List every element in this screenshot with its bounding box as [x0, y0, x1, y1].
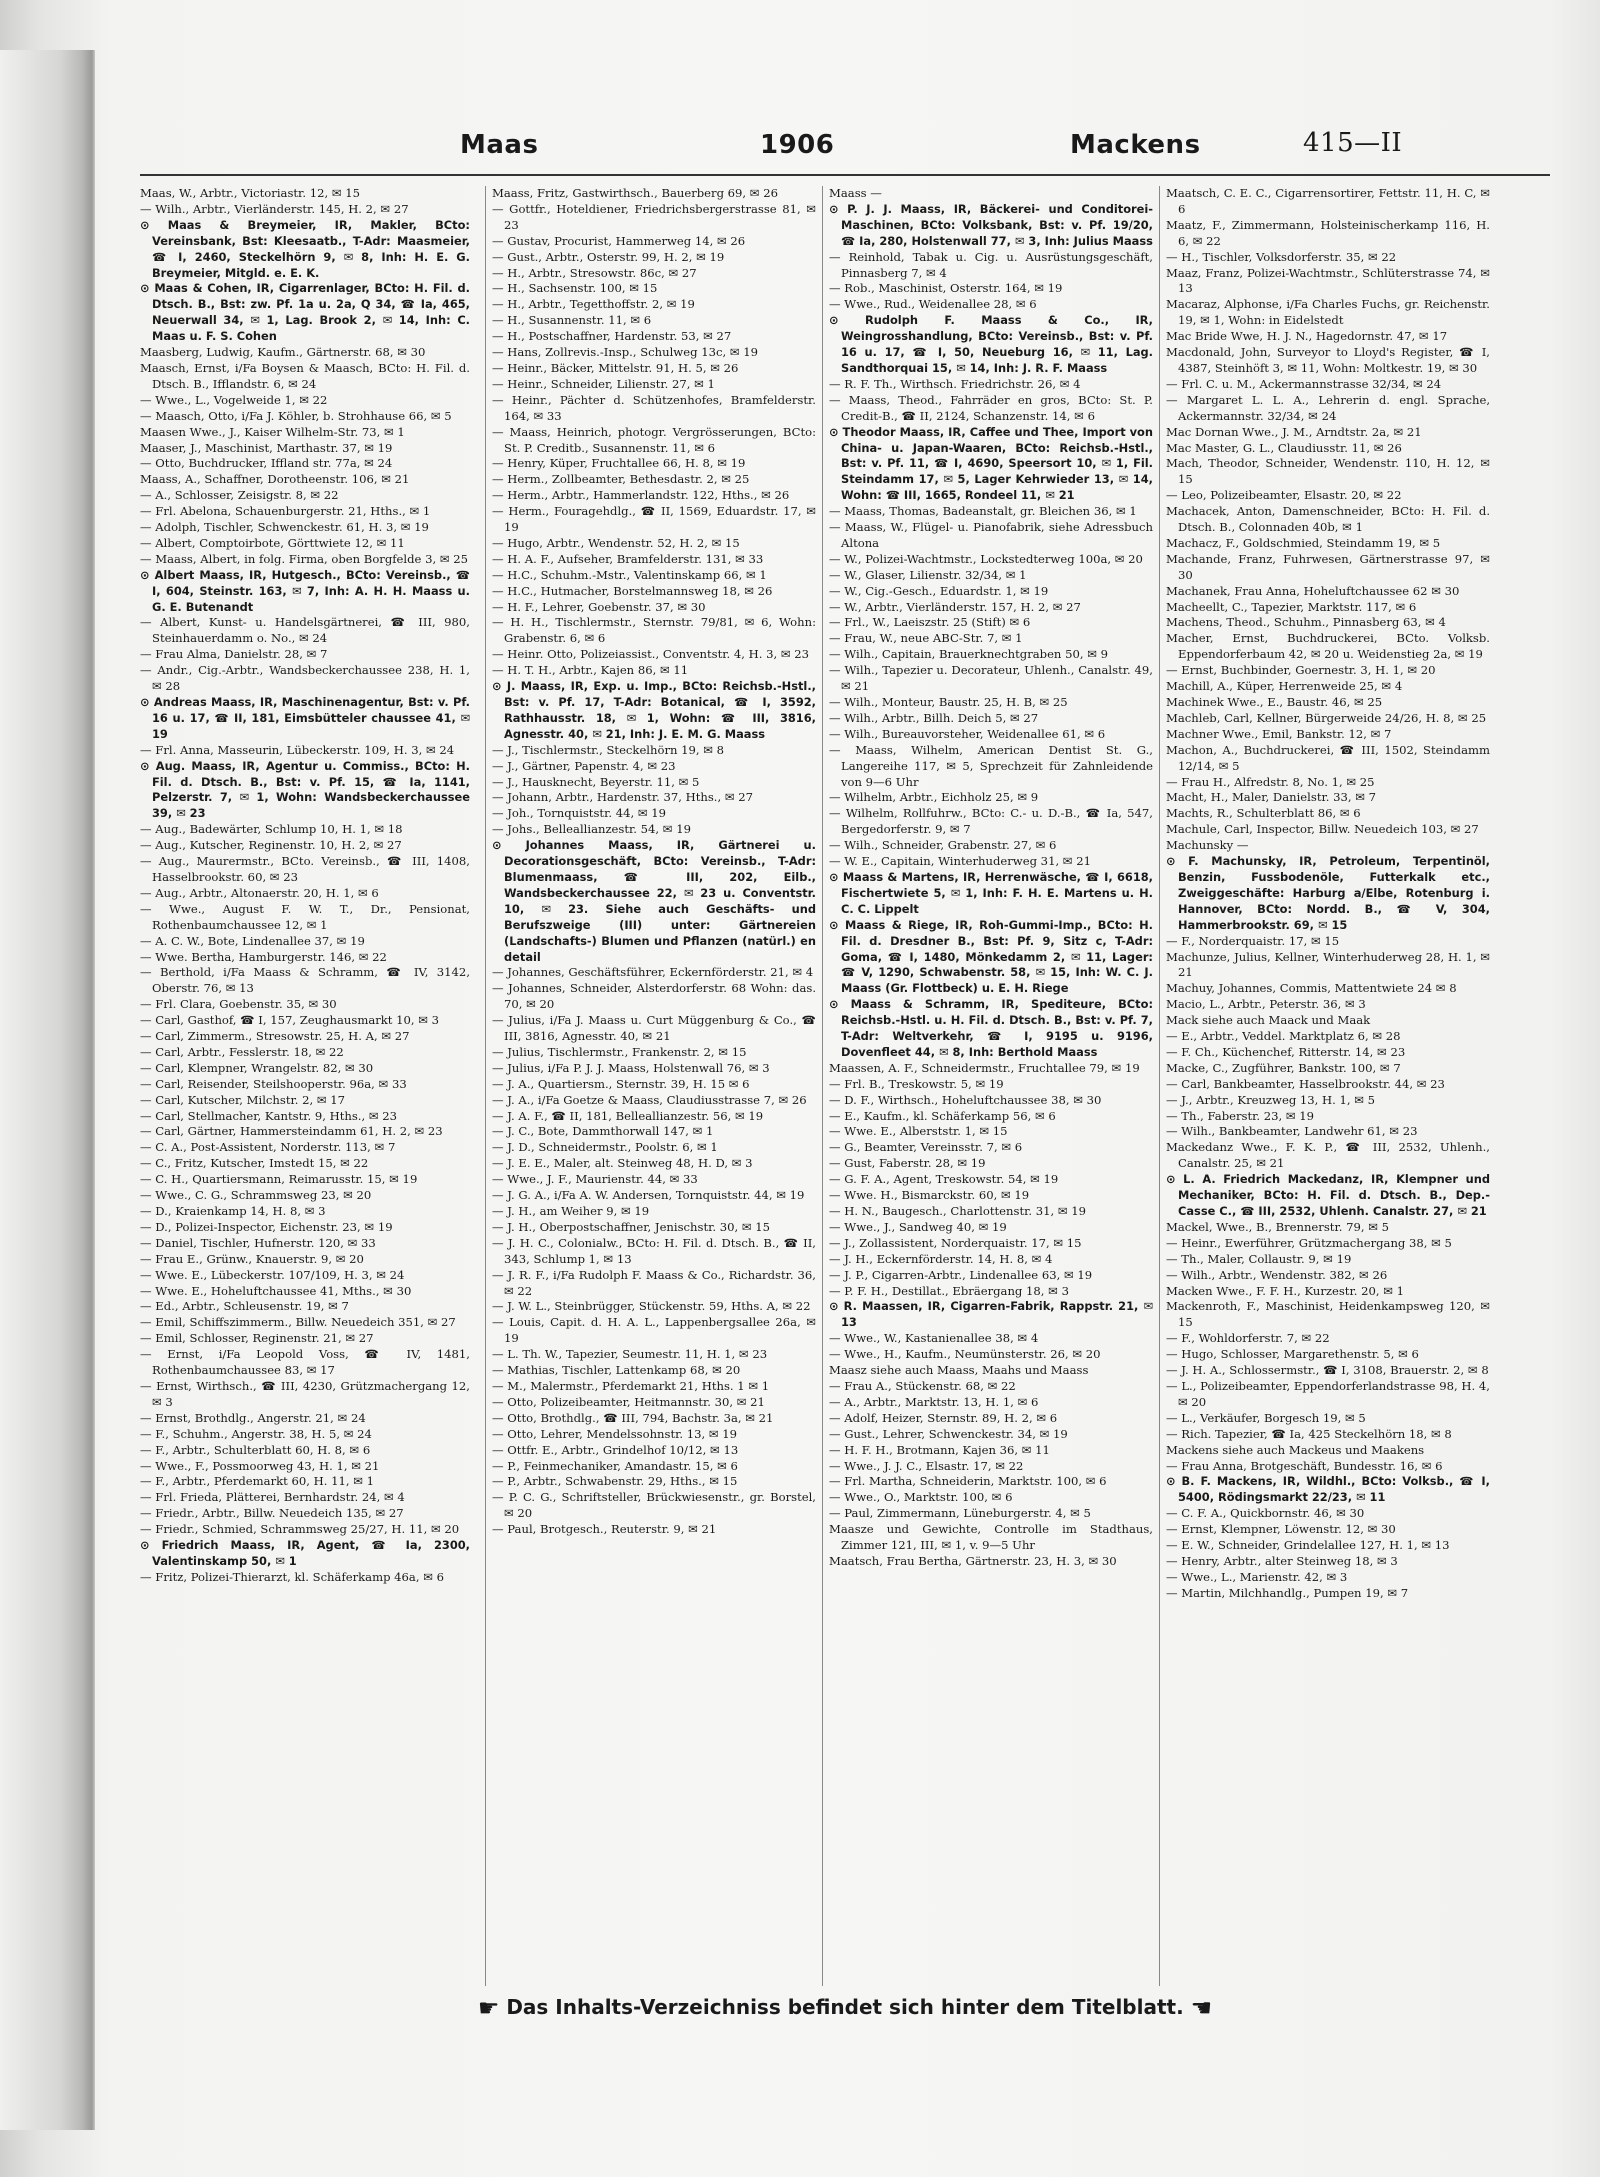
directory-entry: — J. A., Quartiersm., Sternstr. 39, H. 15 ✉ 6 — [492, 1076, 750, 1091]
directory-entry: — Ernst, Wirthsch., ☎ III, 4230, Grützmachergang 12, ✉ 3 — [140, 1378, 470, 1409]
directory-entry: — Gustav, Procurist, Hammerweg 14, ✉ 26 — [492, 233, 746, 248]
directory-entry: — P., Arbtr., Schwabenstr. 29, Hths., ✉ 15 — [492, 1474, 738, 1489]
directory-entry: — J. G. A., i/Fa A. W. Andersen, Tornquiststr. 44, ✉ 19 — [492, 1188, 805, 1203]
directory-entry: Mac Bride Wwe, H. J. N., Hagedornstr. 47, ✉ 17 — [1166, 329, 1448, 344]
directory-entry: — F., Wohldorferstr. 7, ✉ 22 — [1166, 1331, 1330, 1346]
directory-entry: — Wilh., Schneider, Grabenstr. 27, ✉ 6 — [829, 838, 1057, 853]
directory-entry: — Frl. Abelona, Schauenburgerstr. 21, Hths., ✉ 1 — [140, 504, 431, 519]
directory-entry: — Frau Alma, Danielstr. 28, ✉ 7 — [140, 647, 328, 662]
directory-entry: — P., Feinmechaniker, Amandastr. 15, ✉ 6 — [492, 1458, 738, 1473]
directory-entry: Maatz, F., Zimmermann, Holsteinischerkamp 116, H. 6, ✉ 22 — [1166, 217, 1490, 248]
directory-entry: — Wwe., C. G., Schrammsweg 23, ✉ 20 — [140, 1188, 372, 1203]
directory-entry: — Frl. Martha, Schneiderin, Marktstr. 100, ✉ 6 — [829, 1474, 1107, 1489]
directory-entry: Maasz siehe auch Maass, Maahs und Maass — [829, 1363, 1089, 1378]
directory-entry: Macdonald, John, Surveyor to Lloyd's Register, ☎ I, 4387, Steinhöft 3, ✉ 11, Wohn: Moltkestr. 19, ✉ 30 — [1166, 345, 1490, 375]
directory-entry: — Wwe., H., Kaufm., Neumünsterstr. 26, ✉ 20 — [829, 1347, 1101, 1362]
directory-entry: — J., Gärtner, Papenstr. 4, ✉ 23 — [492, 758, 676, 773]
directory-entry: — Maass, Wilhelm, American Dentist St. G., Langereihe 117, ✉ 5, Sprechzeit für Zahnleidende von 9—6 Uhr — [829, 742, 1153, 789]
directory-entry: — Wilh., Tapezier u. Decorateur, Uhlenh., Canalstr. 49, ✉ 21 — [829, 663, 1153, 694]
directory-entry: — Wilh., Capitain, Brauerknechtgraben 50, ✉ 9 — [829, 647, 1108, 662]
directory-entry: — F. Ch., Küchenchef, Ritterstr. 14, ✉ 23 — [1166, 1044, 1406, 1059]
directory-entry: — E., Arbtr., Veddel. Marktplatz 6, ✉ 28 — [1166, 1029, 1401, 1044]
directory-entry: Machens, Theod., Schuhm., Pinnasberg 63, ✉ 4 — [1166, 615, 1446, 630]
directory-entry: — Mathias, Tischler, Lattenkamp 68, ✉ 20 — [492, 1363, 741, 1378]
directory-entry: — Frau H., Alfredstr. 8, No. 1, ✉ 25 — [1166, 774, 1375, 789]
directory-entry: — Wwe., L., Vogelweide 1, ✉ 22 — [140, 392, 328, 407]
directory-entry: — Ernst, Klempner, Löwenstr. 12, ✉ 30 — [1166, 1522, 1396, 1537]
directory-entry: — Carl, Kutscher, Milchstr. 2, ✉ 17 — [140, 1092, 346, 1107]
directory-entry: — Wilh., Arbtr., Wendenstr. 382, ✉ 26 — [1166, 1267, 1388, 1282]
header-right-word: Mackens — [1070, 130, 1201, 160]
directory-entry: ⊙ F. Machunsky, IR, Petroleum, Terpentinöl, Benzin, Fussbodenöle, Futterkalk etc., Zweiggeschäfte: Harburg a/Elbe, Rotenburg i. Hannover, BCto: Nordd. B., ☎ V, 304, Hammerbrookstr. 69, ✉ 15 — [1166, 854, 1490, 932]
directory-entry: ⊙ Maass & Schramm, IR, Spediteure, BCto: Reichsb.-Hstl. u. H. Fil. d. Dtsch. B., Bst: v. Pf. 7, T-Adr: Weltverkehr, ☎ I, 9195 u. 9196, Dovenfleet 44, ✉ 8, Inh: Berthold Maass — [829, 997, 1153, 1059]
directory-entry: — Julius, i/Fa J. Maass u. Curt Müggenburg & Co., ☎ III, 3816, Agnesstr. 40, ✉ 21 — [492, 1013, 816, 1044]
directory-entry: — Margaret L. L. A., Lehrerin d. engl. Sprache, Ackermannstr. 32/34, ✉ 24 — [1166, 392, 1490, 423]
directory-entry: ⊙ Albert Maass, IR, Hutgesch., BCto: Vereinsb., ☎ I, 604, Steinstr. 163, ✉ 7, Inh: A. H. H. Maass u. G. E. Butenandt — [140, 567, 470, 614]
directory-entry: Maaser, J., Maschinist, Marthastr. 37, ✉ 19 — [140, 440, 393, 455]
directory-entry: — Maass, W., Flügel- u. Pianofabrik, siehe Adressbuch Altona — [829, 520, 1153, 550]
directory-entry: — Frau Anna, Brotgeschäft, Bundesstr. 16, ✉ 6 — [1166, 1458, 1443, 1473]
directory-entry: — Paul, Brotgesch., Reuterstr. 9, ✉ 21 — [492, 1522, 717, 1537]
directory-entry: — Frl. Frieda, Plätterei, Bernhardstr. 24, ✉ 4 — [140, 1490, 405, 1505]
directory-entry: Macht, H., Maler, Danielstr. 33, ✉ 7 — [1166, 790, 1377, 805]
directory-entry: — G. F. A., Agent, Treskowstr. 54, ✉ 19 — [829, 1172, 1059, 1187]
directory-entry: — C. A., Post-Assistent, Norderstr. 113, ✉ 7 — [140, 1140, 396, 1155]
directory-entry: — F., Arbtr., Schulterblatt 60, H. 8, ✉ 6 — [140, 1442, 371, 1457]
directory-entry: — Johann, Arbtr., Hardenstr. 37, Hths., ✉ 27 — [492, 790, 753, 805]
directory-entry: — Friedr., Arbtr., Billw. Neuedeich 135, ✉ 27 — [140, 1506, 404, 1521]
directory-entry: — Julius, Tischlermstr., Frankenstr. 2, ✉ 15 — [492, 1044, 747, 1059]
directory-entry: — M., Malermstr., Pferdemarkt 21, Hths. 1 ✉ 1 — [492, 1378, 770, 1393]
directory-entry: — D., Polizei-Inspector, Eichenstr. 23, ✉ 19 — [140, 1219, 393, 1234]
directory-entry: Mack siehe auch Maack und Maak — [1166, 1013, 1371, 1028]
directory-entry: — H., Sachsenstr. 100, ✉ 15 — [492, 281, 658, 296]
directory-entry: — Heinr. Otto, Polizeiassist., Conventstr. 4, H. 3, ✉ 23 — [492, 647, 810, 662]
directory-entry: — W., Cig.-Gesch., Eduardstr. 1, ✉ 19 — [829, 583, 1049, 598]
directory-entry: — L., Verkäufer, Borgesch 19, ✉ 5 — [1166, 1410, 1366, 1425]
directory-entry: ⊙ Rudolph F. Maass & Co., IR, Weingrosshandlung, BCto: Vereinsb., Bst: v. Pf. 16 u. 17, ☎ I, 50, Neueburg 16, ✉ 11, Lag. Sandthorquai 15, ✉ 14, Inh: J. R. F. Maass — [829, 313, 1153, 375]
directory-entry: Machts, R., Schulterblatt 86, ✉ 6 — [1166, 806, 1361, 821]
directory-entry: — Wwe., W., Kastanienallee 38, ✉ 4 — [829, 1331, 1039, 1346]
footer-notice: Das Inhalts-Verzeichniss befindet sich hinter dem Titelblatt. — [506, 1995, 1184, 2019]
directory-entry: — F., Schuhm., Angerstr. 38, H. 5, ✉ 24 — [140, 1426, 372, 1441]
directory-entry: ⊙ Theodor Maass, IR, Caffee und Thee, Import von China- u. Japan-Waaren, BCto: Reichsb.-Hstl., Bst: v. Pf. 11, ☎ I, 4690, Speersort 10, ✉ 1, Fil. Steindamm 17, ✉ 5, Lager Kehrwieder 13, ✉ 14, Wohn: ☎ III, 1665, Rondeel 11, ✉ 21 — [829, 424, 1153, 503]
directory-entry: Machanek, Frau Anna, Hoheluftchaussee 62 ✉ 30 — [1166, 583, 1460, 598]
directory-entry: Macke, C., Zugführer, Bankstr. 100, ✉ 7 — [1166, 1060, 1401, 1075]
directory-entry: — Adolph, Tischler, Schwenckestr. 61, H. 3, ✉ 19 — [140, 520, 429, 535]
directory-entry: Machacz, F., Goldschmied, Steindamm 19, ✉ 5 — [1166, 535, 1441, 550]
directory-entry: — Ed., Arbtr., Schleusenstr. 19, ✉ 7 — [140, 1299, 349, 1314]
directory-entry: — Julius, i/Fa P. J. J. Maass, Holstenwall 76, ✉ 3 — [492, 1060, 770, 1075]
directory-entry: — Henry, Küper, Fruchtallee 66, H. 8, ✉ 19 — [492, 456, 746, 471]
directory-entry: — W., Arbtr., Vierländerstr. 157, H. 2, ✉ 27 — [829, 599, 1081, 614]
directory-entry: — H. H., Tischlermstr., Sternstr. 79/81, ✉ 6, Wohn: Grabenstr. 6, ✉ 6 — [492, 615, 816, 646]
directory-entry: — Hans, Zollrevis.-Insp., Schulweg 13c, ✉ 19 — [492, 345, 758, 360]
directory-entry: — Wwe., F., Possmoorweg 43, H. 1, ✉ 21 — [140, 1458, 380, 1473]
directory-entry: — Leo, Polizeibeamter, Elsastr. 20, ✉ 22 — [1166, 488, 1402, 503]
directory-entry: — H. F. H., Brotmann, Kajen 36, ✉ 11 — [829, 1442, 1050, 1457]
directory-entry: ⊙ R. Maassen, IR, Cigarren-Fabrik, Rappstr. 21, ✉ 13 — [829, 1299, 1153, 1330]
directory-entry: — Wilh., Arbtr., Billh. Deich 5, ✉ 27 — [829, 710, 1039, 725]
directory-entry: Machande, Franz, Fuhrwesen, Gärtnerstrasse 97, ✉ 30 — [1166, 551, 1490, 582]
directory-entry: — Henry, Arbtr., alter Steinweg 18, ✉ 3 — [1166, 1553, 1398, 1568]
directory-entry: — Daniel, Tischler, Hufnerstr. 120, ✉ 33 — [140, 1235, 376, 1250]
directory-entry: — Carl, Gärtner, Hammersteindamm 61, H. 2, ✉ 23 — [140, 1124, 443, 1139]
directory-entry: Machner Wwe., Emil, Bankstr. 12, ✉ 7 — [1166, 726, 1392, 741]
directory-entry: — A., Arbtr., Marktstr. 13, H. 1, ✉ 6 — [829, 1394, 1039, 1409]
directory-entry: — Wwe. Bertha, Hamburgerstr. 146, ✉ 22 — [140, 949, 387, 964]
directory-entry: — Johs., Belleallianzestr. 54, ✉ 19 — [492, 822, 691, 837]
directory-entry: — Heinr., Ewerführer, Grützmachergang 38, ✉ 5 — [1166, 1235, 1452, 1250]
directory-entry: — J., Zollassistent, Norderquaistr. 17, ✉ 15 — [829, 1235, 1082, 1250]
directory-entry: Machunze, Julius, Kellner, Winterhuderweg 28, H. 1, ✉ 21 — [1166, 949, 1490, 980]
directory-entry: — Herm., Arbtr., Hammerlandstr. 122, Hths., ✉ 26 — [492, 488, 790, 503]
directory-entry: — Louis, Capit. d. H. A. L., Lappenbergsallee 26a, ✉ 19 — [492, 1315, 816, 1346]
directory-entry: — A. C. W., Bote, Lindenallee 37, ✉ 19 — [140, 933, 365, 948]
directory-entry: ⊙ L. A. Friedrich Mackedanz, IR, Klempner und Mechaniker, BCto: H. Fil. d. Dtsch. B., Dep.-Casse C., ☎ III, 2532, Uhlenh. Canalstr. 27, ✉ 21 — [1166, 1172, 1490, 1218]
directory-entry: Machill, A., Küper, Herrenweide 25, ✉ 4 — [1166, 679, 1403, 694]
directory-entry: Machunsky — — [1166, 838, 1249, 853]
directory-entry: — D., Kraienkamp 14, H. 8, ✉ 3 — [140, 1204, 326, 1218]
directory-entry: Machacek, Anton, Damenschneider, BCto: H. Fil. d. Dtsch. B., Colonnaden 40b, ✉ 1 — [1166, 504, 1490, 535]
directory-entry: — Th., Faberstr. 23, ✉ 19 — [1166, 1108, 1315, 1123]
directory-entry: — Maass, Albert, in folg. Firma, oben Borgfelde 3, ✉ 25 — [140, 551, 468, 566]
directory-entry: — Paul, Zimmermann, Lüneburgerstr. 4, ✉ 5 — [829, 1506, 1091, 1521]
directory-entry: Maas, W., Arbtr., Victoriastr. 12, ✉ 15 — [140, 186, 360, 200]
directory-entry: — Wilh., Bureauvorsteher, Weidenallee 61, ✉ 6 — [829, 726, 1106, 741]
directory-entry: — H. T. H., Arbtr., Kajen 86, ✉ 11 — [492, 663, 689, 678]
directory-entry: — Wwe. E., Hoheluftchaussee 41, Mths., ✉ 30 — [140, 1283, 412, 1298]
directory-entry: — Martin, Milchhandlg., Pumpen 19, ✉ 7 — [1166, 1585, 1409, 1600]
directory-entry: — Frau E., Grünw., Knauerstr. 9, ✉ 20 — [140, 1251, 364, 1266]
directory-entry: — P. F. H., Destillat., Ebräergang 18, ✉ 3 — [829, 1283, 1069, 1298]
directory-entry: — Gust., Arbtr., Osterstr. 99, H. 2, ✉ 19 — [492, 249, 725, 264]
directory-entry: — Heinr., Schneider, Lilienstr. 27, ✉ 1 — [492, 376, 715, 391]
directory-entry: — H. F., Lehrer, Goebenstr. 37, ✉ 30 — [492, 599, 706, 614]
directory-entry: — J. H., am Weiher 9, ✉ 19 — [492, 1204, 650, 1218]
directory-entry: — Rich. Tapezier, ☎ Ia, 425 Steckelhörn 18, ✉ 8 — [1166, 1426, 1452, 1441]
directory-entry: Machleb, Carl, Kellner, Bürgerweide 24/26, H. 8, ✉ 25 — [1166, 710, 1487, 725]
directory-entry: — Aug., Badewärter, Schlump 10, H. 1, ✉ 18 — [140, 822, 403, 837]
directory-entry: — C. H., Quartiersmann, Reimarusstr. 15, ✉ 19 — [140, 1172, 418, 1187]
directory-entry: — Albert, Kunst- u. Handelsgärtnerei, ☎ III, 980, Steinhauerdamm o. No., ✉ 24 — [140, 615, 470, 646]
directory-entry: — Frl. C. u. M., Ackermannstrasse 32/34, ✉ 24 — [1166, 376, 1442, 391]
directory-entry: — Aug., Kutscher, Reginenstr. 10, H. 2, ✉ 27 — [140, 838, 402, 853]
directory-entry: — Wwe., O., Marktstr. 100, ✉ 6 — [829, 1490, 1013, 1505]
book-binding-edge — [0, 50, 95, 2130]
directory-entry: — Fritz, Polizei-Thierarzt, kl. Schäferkamp 46a, ✉ 6 — [140, 1569, 444, 1584]
directory-entry: — J., Arbtr., Kreuzweg 13, H. 1, ✉ 5 — [1166, 1092, 1376, 1107]
directory-entry: ⊙ Friedrich Maass, IR, Agent, ☎ Ia, 2300, Valentinskamp 50, ✉ 1 — [140, 1538, 470, 1568]
directory-entry: — J. H. A., Schlossermstr., ☎ I, 3108, Brauerstr. 2, ✉ 8 — [1166, 1363, 1489, 1378]
directory-entry: ⊙ P. J. J. Maass, IR, Bäckerei- und Conditorei-Maschinen, BCto: Volksbank, Bst: v. Pf. 19/20, ☎ Ia, 280, Holstenwall 77, ✉ 3, Inh: Julius Maass — [829, 201, 1153, 248]
directory-entry: ⊙ B. F. Mackens, IR, Wildhl., BCto: Volksb., ☎ I, 5400, Rödingsmarkt 22/23, ✉ 11 — [1166, 1474, 1490, 1505]
directory-entry: — Aug., Maurermstr., BCto. Vereinsb., ☎ III, 1408, Hasselbrookstr. 60, ✉ 23 — [140, 854, 470, 884]
directory-entry: — R. F. Th., Wirthsch. Friedrichstr. 26, ✉ 4 — [829, 376, 1081, 391]
directory-entry: — Andr., Cig.-Arbtr., Wandsbeckerchaussee 238, H. 1, ✉ 28 — [140, 663, 470, 694]
directory-entry: — Wwe. E., Alberststr. 1, ✉ 15 — [829, 1124, 1008, 1139]
directory-entry: — E., Kaufm., kl. Schäferkamp 56, ✉ 6 — [829, 1108, 1056, 1123]
column-2 — [485, 186, 816, 1986]
directory-entry: Macaraz, Alphonse, i/Fa Charles Fuchs, gr. Reichenstr. 19, ✉ 1, Wohn: in Eidelstedt — [1166, 297, 1490, 328]
directory-entry: — Adolf, Heizer, Sternstr. 89, H. 2, ✉ 6 — [829, 1410, 1058, 1425]
directory-entry: Macio, L., Arbtr., Peterstr. 36, ✉ 3 — [1166, 997, 1366, 1012]
directory-entry: — Wilh., Arbtr., Vierländerstr. 145, H. 2, ✉ 27 — [140, 201, 409, 216]
directory-entry: — W., Polizei-Wachtmstr., Lockstedterweg 100a, ✉ 20 — [829, 551, 1143, 566]
directory-entry: ⊙ Maass & Riege, IR, Roh-Gummi-Imp., BCto: H. Fil. d. Dresdner B., Bst: Pf. 9, Sitz c, T-Adr: Goma, ☎ I, 1480, Mönkedamm 2, ✉ 11, Lager: ☎ V, 1290, Schwabenstr. 58, ✉ 15, Inh: W. C. J. Maass (Gr. Flottbeck) u. E. H. Riege — [829, 917, 1153, 996]
directory-entry: — Wwe. E., Lübeckerstr. 107/109, H. 3, ✉ 24 — [140, 1267, 405, 1282]
page-footer — [140, 1994, 1550, 2028]
directory-entry: — J., Tischlermstr., Steckelhörn 19, ✉ 8 — [492, 742, 725, 757]
directory-entry: — Wwe., J. F., Maurienstr. 44, ✉ 33 — [492, 1172, 698, 1187]
directory-entry: — Th., Maler, Collaustr. 9, ✉ 19 — [1166, 1251, 1352, 1266]
directory-entry: — H.C., Hutmacher, Borstelmannsweg 18, ✉ 26 — [492, 583, 773, 598]
directory-entry: — H., Tischler, Volksdorferstr. 35, ✉ 22 — [1166, 249, 1397, 264]
column-4 — [1159, 186, 1490, 1986]
directory-entry: — E. W., Schneider, Grindelallee 127, H. 1, ✉ 13 — [1166, 1538, 1450, 1553]
directory-entry: — Wwe., L., Marienstr. 42, ✉ 3 — [1166, 1569, 1348, 1584]
directory-entry: ⊙ Maas & Cohen, IR, Cigarrenlager, BCto: H. Fil. d. Dtsch. B., Bst: zw. Pf. 1a u. 2a, Q 34, ☎ Ia, 465, Neuerwall 34, ✉ 1, Lag. Brook 2, ✉ 14, Inh: C. Maas u. F. S. Cohen — [140, 281, 470, 344]
column-1 — [140, 186, 470, 1986]
pointing-hand-left-icon: ☚ — [1190, 1994, 1213, 2022]
directory-entry: — C. F. A., Quickbornstr. 46, ✉ 30 — [1166, 1506, 1365, 1521]
directory-entry: Maatsch, C. E. C., Cigarrensortirer, Fettstr. 11, H. C, ✉ 6 — [1166, 186, 1490, 216]
directory-entry: — H.C., Schuhm.-Mstr., Valentinskamp 66, ✉ 1 — [492, 567, 767, 582]
directory-entry: — H. N., Baugesch., Charlottenstr. 31, ✉ 19 — [829, 1204, 1087, 1218]
directory-entry: — Frl. Clara, Goebenstr. 35, ✉ 30 — [140, 997, 337, 1012]
directory-entry: — Frau, W., neue ABC-Str. 7, ✉ 1 — [829, 631, 1023, 646]
directory-entry: — J. R. F., i/Fa Rudolph F. Maass & Co., Richardstr. 36, ✉ 22 — [492, 1267, 816, 1298]
directory-entry: — Aug., Arbtr., Altonaerstr. 20, H. 1, ✉ 6 — [140, 885, 379, 900]
directory-entry: Maassen, A. F., Schneidermstr., Fruchtallee 79, ✉ 19 — [829, 1060, 1140, 1075]
directory-entry: Maass, A., Schaffner, Dorotheenstr. 106, ✉ 21 — [140, 472, 410, 487]
directory-entry: ⊙ Maas & Breymeier, IR, Makler, BCto: Vereinsbank, Bst: Kleesaatb., T-Adr: Maasmeier, ☎ I, 2460, Steckelhörn 9, ✉ 8, Inh: H. E. G. Breymeier, Mitgld. e. E. K. — [140, 217, 470, 280]
directory-entry: — Carl, Zimmerm., Stresowstr. 25, H. A, ✉ 27 — [140, 1029, 410, 1044]
directory-entry: — J., Hausknecht, Beyerstr. 11, ✉ 5 — [492, 774, 700, 789]
directory-entry: — Rob., Maschinist, Osterstr. 164, ✉ 19 — [829, 281, 1063, 296]
directory-entry: — Ottfr. E., Arbtr., Grindelhof 10/12, ✉ 13 — [492, 1442, 739, 1457]
directory-entry: — Heinr., Bäcker, Mittelstr. 91, H. 5, ✉ 26 — [492, 360, 739, 375]
directory-entry: — Wwe., J., Sandweg 40, ✉ 19 — [829, 1219, 1007, 1234]
directory-entry: — J. C., Bote, Dammthorwall 147, ✉ 1 — [492, 1124, 714, 1139]
directory-entry: — L., Polizeibeamter, Eppendorferlandstrasse 98, H. 4, ✉ 20 — [1166, 1378, 1490, 1409]
directory-entry: — Johannes, Schneider, Alsterdorferstr. 68 Wohn: das. 70, ✉ 20 — [492, 981, 816, 1012]
directory-entry: Mackenroth, F., Maschinist, Heidenkampsweg 120, ✉ 15 — [1166, 1299, 1490, 1330]
directory-entry: — D. F., Wirthsch., Hoheluftchaussee 38, ✉ 30 — [829, 1092, 1102, 1107]
directory-entry: Machinek Wwe., E., Baustr. 46, ✉ 25 — [1166, 695, 1383, 709]
header-year: 1906 — [760, 130, 835, 160]
directory-entry: — Albert, Comptoirbote, Görttwiete 12, ✉ 11 — [140, 535, 405, 550]
directory-entry: — Carl, Reisender, Steilshooperstr. 96a, ✉ 33 — [140, 1076, 407, 1091]
page-number: 415—II — [1303, 128, 1403, 158]
directory-entry: Macheellt, C., Tapezier, Marktstr. 117, ✉ 6 — [1166, 599, 1417, 614]
directory-entry: ⊙ J. Maass, IR, Exp. u. Imp., BCto: Reichsb.-Hstl., Bst: v. Pf. 17, T-Adr: Botanical, ☎ I, 3592, Rathhausstr. 18, ✉ 1, Wohn: ☎ III, 3816, Agnesstr. 40, ✉ 21, Inh: J. E. M. G. Maass — [492, 679, 816, 741]
directory-entry: — Carl, Arbtr., Fesslerstr. 18, ✉ 22 — [140, 1044, 344, 1059]
directory-entry: — Gust, Faberstr. 28, ✉ 19 — [829, 1156, 986, 1171]
directory-entry: Maasberg, Ludwig, Kaufm., Gärtnerstr. 68, ✉ 30 — [140, 345, 426, 360]
directory-entry: — H., Arbtr., Stresowstr. 86c, ✉ 27 — [492, 265, 697, 280]
directory-entry: — Frl. B., Treskowstr. 5, ✉ 19 — [829, 1076, 1004, 1091]
directory-entry: — Reinhold, Tabak u. Cig. u. Ausrüstungsgeschäft, Pinnasberg 7, ✉ 4 — [829, 249, 1153, 280]
directory-entry: Macken Wwe., F. F. H., Kurzestr. 20, ✉ 1 — [1166, 1283, 1404, 1298]
directory-entry: Machon, A., Buchdruckerei, ☎ III, 1502, Steindamm 12/14, ✉ 5 — [1166, 742, 1490, 773]
directory-page — [140, 128, 1550, 2078]
directory-entry: — Wwe., J. J. C., Elsastr. 17, ✉ 22 — [829, 1458, 1024, 1473]
directory-entry: — Wilhelm, Arbtr., Eichholz 25, ✉ 9 — [829, 790, 1039, 805]
header-left-word: Maas — [460, 130, 539, 160]
directory-entry: — Wilh., Monteur, Baustr. 25, H. B, ✉ 25 — [829, 695, 1068, 709]
directory-entry: — Hugo, Schlosser, Margarethenstr. 5, ✉ 6 — [1166, 1347, 1419, 1362]
directory-entry: Macher, Ernst, Buchdruckerei, BCto. Volksb. Eppendorferbaum 42, ✉ 20 u. Weidenstieg 2a, ✉ 19 — [1166, 631, 1490, 662]
directory-entry: — W., Glaser, Lilienstr. 32/34, ✉ 1 — [829, 567, 1027, 582]
directory-entry: — Ernst, Buchbinder, Goernestr. 3, H. 1, ✉ 20 — [1166, 663, 1436, 678]
directory-entry: Maass, Fritz, Gastwirthsch., Bauerberg 69, ✉ 26 — [492, 186, 778, 200]
directory-entry: — Frl. Anna, Masseurin, Lübeckerstr. 109, H. 3, ✉ 24 — [140, 742, 455, 757]
directory-entry: — Frl., W., Laeiszstr. 25 (Stift) ✉ 6 — [829, 615, 1031, 630]
directory-entry: — Gottfr., Hoteldiener, Friedrichsbergerstrasse 81, ✉ 23 — [492, 201, 816, 232]
entry-columns — [140, 186, 1550, 1986]
directory-entry: — Herm., Fouragehdlg., ☎ II, 1569, Eduardstr. 17, ✉ 19 — [492, 504, 816, 535]
directory-entry: Mac Dornan Wwe., J. M., Arndtstr. 2a, ✉ 21 — [1166, 424, 1422, 439]
directory-entry: Maass — — [829, 186, 882, 200]
directory-entry: — J. H. C., Colonialw., BCto: H. Fil. d. Dtsch. B., ☎ II, 343, Schlump 1, ✉ 13 — [492, 1235, 816, 1266]
pointing-hand-right-icon: ☛ — [477, 1994, 500, 2022]
directory-entry: — Otto, Buchdrucker, Iffland str. 77a, ✉ 24 — [140, 456, 393, 471]
directory-entry: Machule, Carl, Inspector, Billw. Neuedeich 103, ✉ 27 — [1166, 822, 1479, 837]
directory-entry: — Maass, Heinrich, photogr. Vergrösserungen, BCto: St. P. Creditb., Susannenstr. 11, ✉ 6 — [492, 424, 816, 455]
directory-entry: Maatsch, Frau Bertha, Gärtnerstr. 23, H. 3, ✉ 30 — [829, 1553, 1117, 1568]
directory-entry: — Joh., Tornquiststr. 44, ✉ 19 — [492, 806, 666, 821]
directory-entry: — Friedr., Schmied, Schrammsweg 25/27, H. 11, ✉ 20 — [140, 1522, 460, 1537]
directory-entry: — J. A., i/Fa Goetze & Maass, Claudiusstrasse 7, ✉ 26 — [492, 1092, 807, 1107]
directory-entry: — Wilh., Bankbeamter, Landwehr 61, ✉ 23 — [1166, 1124, 1418, 1139]
directory-entry: — Wwe., August F. W. T., Dr., Pensionat, Rothenbaumchaussee 12, ✉ 1 — [140, 901, 470, 932]
directory-entry: Mackens siehe auch Mackeus und Maakens — [1166, 1442, 1425, 1457]
directory-entry: — Herm., Zollbeamter, Bethesdastr. 2, ✉ 25 — [492, 472, 750, 487]
directory-entry: — Wilhelm, Rollfuhrw., BCto: C.- u. D.-B., ☎ Ia, 547, Bergedorferstr. 9, ✉ 7 — [829, 806, 1153, 837]
page-header — [140, 128, 1550, 176]
directory-entry: — W. E., Capitain, Winterhuderweg 31, ✉ 21 — [829, 854, 1091, 869]
directory-entry: — Wwe., Rud., Weidenallee 28, ✉ 6 — [829, 297, 1037, 312]
directory-entry: — J. H., Eckernförderstr. 14, H. 8, ✉ 4 — [829, 1251, 1053, 1266]
directory-entry: — J. A. F., ☎ II, 181, Belleallianzestr. 56, ✉ 19 — [492, 1108, 764, 1123]
directory-entry: — Carl, Bankbeamter, Hasselbrookstr. 44, ✉ 23 — [1166, 1076, 1445, 1091]
directory-entry: — H., Arbtr., Tegetthoffstr. 2, ✉ 19 — [492, 297, 695, 312]
directory-entry: — L. Th. W., Tapezier, Seumestr. 11, H. 1, ✉ 23 — [492, 1347, 768, 1362]
directory-entry: — H. A. F., Aufseher, Bramfelderstr. 131, ✉ 33 — [492, 551, 764, 566]
directory-entry: Maaz, Franz, Polizei-Wachtmstr., Schlüterstrasse 74, ✉ 13 — [1166, 265, 1490, 296]
directory-entry: — C., Fritz, Kutscher, Imstedt 15, ✉ 22 — [140, 1156, 369, 1171]
directory-entry: ⊙ Johannes Maass, IR, Gärtnerei u. Decorationsgeschäft, BCto: Vereinsb., T-Adr: Blumenmaass, ☎ III, 202, Eilb., Wandsbeckerchaussee 22, ✉ 23 u. Conventstr. 10, ✉ 23. Siehe auch Geschäfts- und Berufszweige (III) unter: Gärtnereien (Landschafts-) Blumen und Pflanzen (natürl.) en detail — [492, 838, 816, 964]
directory-entry: — Carl, Gasthof, ☎ I, 157, Zeughausmarkt 10, ✉ 3 — [140, 1013, 440, 1028]
directory-entry: — F., Norderquaistr. 17, ✉ 15 — [1166, 933, 1340, 948]
directory-entry: — Emil, Schiffszimmerm., Billw. Neuedeich 351, ✉ 27 — [140, 1315, 456, 1330]
directory-entry: — Carl, Stellmacher, Kantstr. 9, Hths., ✉ 23 — [140, 1108, 398, 1123]
directory-entry: — Carl, Klempner, Wrangelstr. 82, ✉ 30 — [140, 1060, 374, 1075]
directory-entry: ⊙ Andreas Maass, IR, Maschinenagentur, Bst: v. Pf. 16 u. 17, ☎ II, 181, Eimsbütteler chaussee 41, ✉ 19 — [140, 695, 470, 741]
directory-entry: Maasen Wwe., J., Kaiser Wilhelm-Str. 73, ✉ 1 — [140, 424, 405, 439]
directory-entry: — Maasch, Otto, i/Fa J. Köhler, b. Strohhause 66, ✉ 5 — [140, 408, 452, 423]
directory-entry: — Frau A., Stückenstr. 68, ✉ 22 — [829, 1378, 1016, 1393]
directory-entry: Mackel, Wwe., B., Brennerstr. 79, ✉ 5 — [1166, 1219, 1389, 1234]
directory-entry: — P. C. G., Schriftsteller, Brückwiesenstr., gr. Borstel, ✉ 20 — [492, 1490, 816, 1521]
directory-entry: — Ernst, i/Fa Leopold Voss, ☎ IV, 1481, Rothenbaumchaussee 83, ✉ 17 — [140, 1347, 470, 1378]
directory-entry: Machuy, Johannes, Commis, Mattentwiete 24 ✉ 8 — [1166, 981, 1457, 996]
directory-entry: — J. H., Oberpostschaffner, Jenischstr. 30, ✉ 15 — [492, 1219, 771, 1234]
directory-entry: Maasze und Gewichte, Controlle im Stadthaus, Zimmer 121, III, ✉ 1, v. 9—5 Uhr — [829, 1522, 1153, 1553]
directory-entry: — Otto, Brothdlg., ☎ III, 794, Bachstr. 3a, ✉ 21 — [492, 1410, 774, 1425]
directory-entry: — Johannes, Geschäftsführer, Eckernförderstr. 21, ✉ 4 — [492, 965, 814, 980]
directory-entry: Mach, Theodor, Schneider, Wendenstr. 110, H. 12, ✉ 15 — [1166, 456, 1490, 487]
directory-entry: ⊙ Aug. Maass, IR, Agentur u. Commiss., BCto: H. Fil. d. Dtsch. B., Bst: v. Pf. 15, ☎ Ia, 1141, Pelzerstr. 7, ✉ 1, Wohn: Wandsbeckerchaussee 39, ✉ 23 — [140, 758, 470, 821]
directory-entry: — J. E. E., Maler, alt. Steinweg 48, H. D, ✉ 3 — [492, 1156, 753, 1171]
directory-entry: — Otto, Polizeibeamter, Heitmannstr. 30, ✉ 21 — [492, 1394, 765, 1409]
directory-entry: Maasch, Ernst, i/Fa Boysen & Maasch, BCto: H. Fil. d. Dtsch. B., Ifflandstr. 6, ✉ 24 — [140, 360, 470, 391]
directory-entry: — J. W. L., Steinbrügger, Stückenstr. 59, Hths. A, ✉ 22 — [492, 1299, 811, 1314]
directory-entry: — A., Schlosser, Zeisigstr. 8, ✉ 22 — [140, 488, 339, 503]
directory-entry: — Emil, Schlosser, Reginenstr. 21, ✉ 27 — [140, 1331, 374, 1346]
directory-entry: — Gust., Lehrer, Schwenckestr. 34, ✉ 19 — [829, 1426, 1068, 1441]
directory-entry: — Berthold, i/Fa Maass & Schramm, ☎ IV, 3142, Oberstr. 76, ✉ 13 — [140, 965, 470, 996]
directory-entry: Mackedanz Wwe., F. K. P., ☎ III, 2532, Uhlenh., Canalstr. 25, ✉ 21 — [1166, 1140, 1490, 1171]
directory-entry: — Maass, Theod., Fahrräder en gros, BCto: St. P. Credit-B., ☎ II, 2124, Schanzenstr. 14, ✉ 6 — [829, 392, 1153, 423]
directory-entry: — H., Postschaffner, Hardenstr. 53, ✉ 27 — [492, 329, 732, 344]
directory-entry: ⊙ Maass & Martens, IR, Herrenwäsche, ☎ I, 6618, Fischertwiete 5, ✉ 1, Inh: F. H. E. Martens u. H. C. C. Lippelt — [829, 869, 1153, 916]
directory-entry: — Maass, Thomas, Badeanstalt, gr. Bleichen 36, ✉ 1 — [829, 504, 1137, 519]
directory-entry: — J. P., Cigarren-Arbtr., Lindenallee 63, ✉ 19 — [829, 1267, 1093, 1282]
directory-entry: — Heinr., Pächter d. Schützenhofes, Bramfelderstr. 164, ✉ 33 — [492, 392, 816, 423]
directory-entry: — J. D., Schneidermstr., Poolstr. 6, ✉ 1 — [492, 1140, 718, 1155]
column-3 — [822, 186, 1153, 1986]
directory-entry: — H., Susannenstr. 11, ✉ 6 — [492, 313, 652, 328]
directory-entry: — F., Arbtr., Pferdemarkt 60, H. 11, ✉ 1 — [140, 1474, 374, 1489]
directory-entry: — Ernst, Brothdlg., Angerstr. 21, ✉ 24 — [140, 1410, 366, 1425]
directory-entry: Mac Master, G. L., Claudiusstr. 11, ✉ 26 — [1166, 440, 1402, 455]
directory-entry: — G., Beamter, Vereinsstr. 7, ✉ 6 — [829, 1140, 1023, 1155]
directory-entry: — Hugo, Arbtr., Wendenstr. 52, H. 2, ✉ 15 — [492, 535, 740, 550]
directory-entry: — Wwe. H., Bismarckstr. 60, ✉ 19 — [829, 1188, 1030, 1203]
directory-entry: — Otto, Lehrer, Mendelssohnstr. 13, ✉ 19 — [492, 1426, 738, 1441]
